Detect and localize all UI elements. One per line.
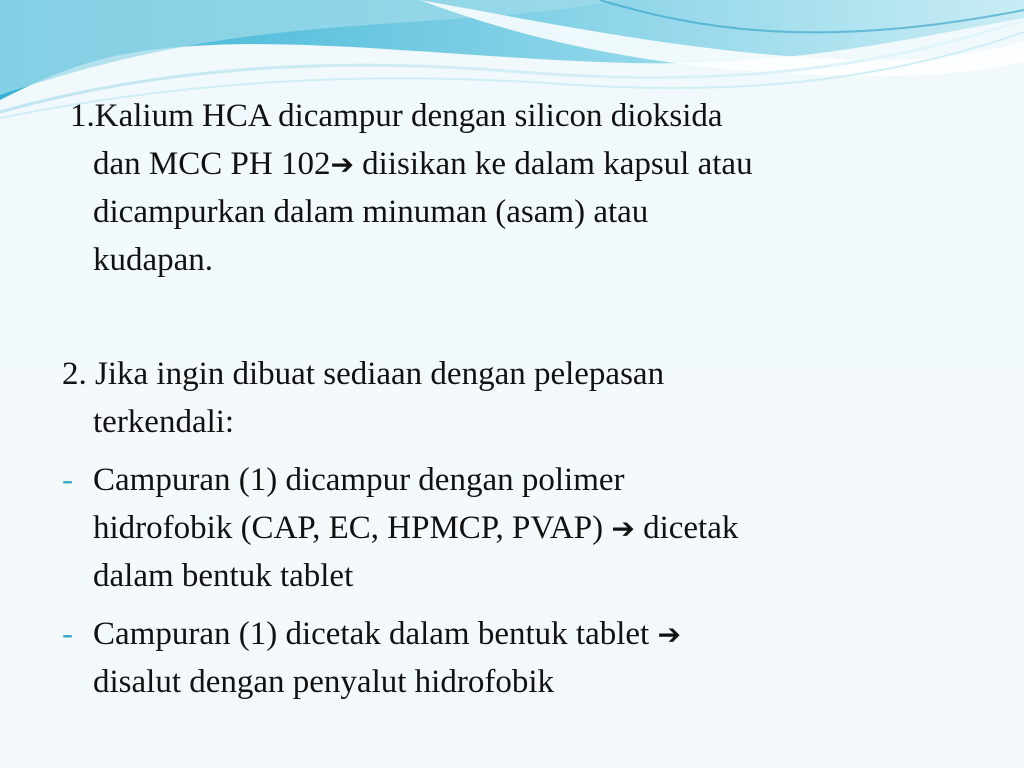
arrow-right-icon: ➔ — [611, 512, 635, 545]
bullet-2-line-1-text: Campuran (1) dicetak dalam bentuk tablet — [93, 616, 650, 652]
item-1-line-2-text: dan MCC PH 102 — [93, 146, 331, 182]
bullet-2-marker: - — [62, 616, 73, 652]
item-1-line-2-tail: diisikan ke dalam kapsul atau — [362, 146, 753, 182]
bullet-2-line-1 — [93, 610, 681, 659]
bullet-1-line-2-text: hidrofobik (CAP, EC, HPMCP, PVAP) — [93, 510, 604, 546]
arrow-right-icon: ➔ — [657, 618, 681, 651]
bullet-2-line-2: disalut dengan penyalut hidrofobik — [93, 664, 554, 700]
bullet-1-line-2 — [93, 504, 738, 553]
item-1-line-2 — [93, 140, 753, 189]
bullet-1-line-3: dalam bentuk tablet — [93, 558, 354, 594]
arrow-right-icon: ➔ — [330, 148, 354, 181]
bullet-1-line-1: Campuran (1) dicampur dengan polimer — [93, 462, 625, 498]
item-1-line-1: 1.Kalium HCA dicampur dengan silicon dioksida — [70, 98, 723, 134]
item-2-line-2: terkendali: — [93, 404, 235, 440]
bullet-1-marker: - — [62, 462, 73, 498]
bullet-1-line-2-tail: dicetak — [643, 510, 739, 546]
item-1-line-4: kudapan. — [93, 242, 214, 278]
item-2-line-1: 2. Jika ingin dibuat sediaan dengan pelepasan — [62, 356, 665, 392]
item-1-line-3: dicampurkan dalam minuman (asam) atau — [93, 194, 649, 230]
